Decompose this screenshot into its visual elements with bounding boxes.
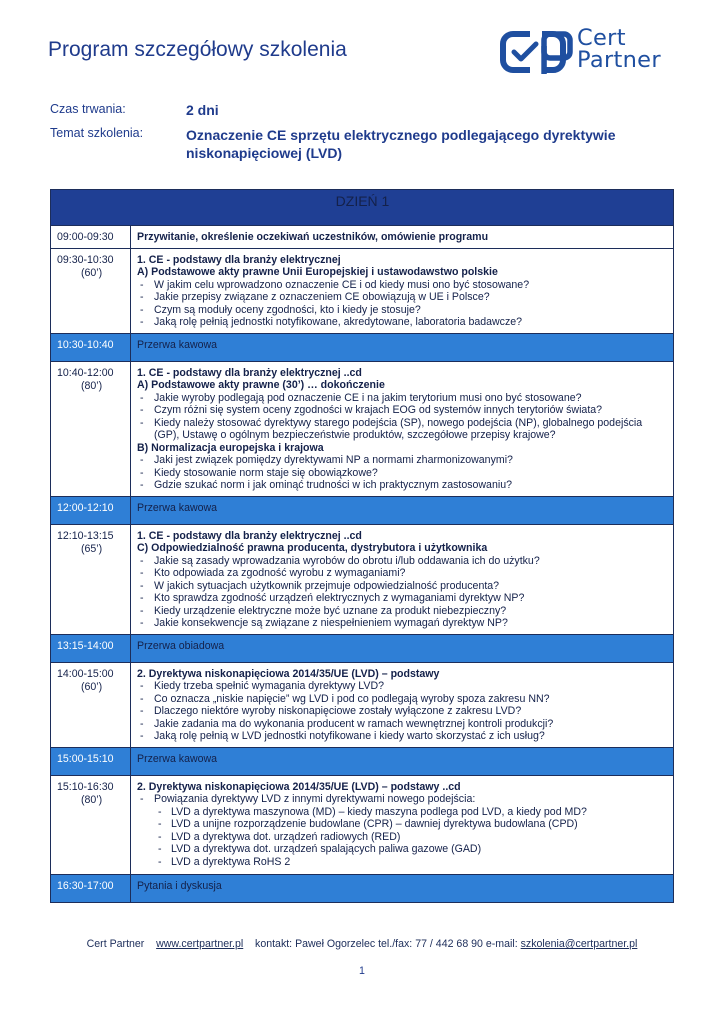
- bullet-list: - Jakie wyroby podlegają pod oznaczenie CE i na jakim terytorium musi ono być stosowane? - Czym różni się system oceny zgodności w krajach EOG od systemów innych terytoriów świata? - Kiedy należy stosować dyrektywy starego podejścia (SP), nowego podejścia (NP), globalnego podejścia (GP), Ustawę o ogólnym bezpieczeństwie produktów, szczegółowe przepisy krajowe?: [137, 392, 668, 442]
- duration-value: 2 dni: [186, 102, 219, 118]
- break-row: 15:00-15:10 Przerwa kawowa: [51, 747, 674, 775]
- topic-cell: Przywitanie, określenie oczekiwań uczestników, omówienie programu: [131, 226, 674, 249]
- topic-cell: 2. Dyrektywa niskonapięciowa 2014/35/UE (LVD) – podstawy ..cd - Powiązania dyrektywy LVD z innymi dyrektywami nowego podejścia: - LVD a dyrektywa maszynowa (MD) – kiedy maszyna podlega pod LVD, a kiedy pod MD? - LVD a unijne rozporządzenie budowlane (CPR) – dawniej dyrektywa budowlana (CPD) - LVD a dyrektywa dot. urządzeń radiowych (RED) - LVD a dyrektywa dot. urządzeń spalających paliwa gazowe (GAD) - LVD a dyrektywa RoHS 2: [131, 775, 674, 875]
- logo-text: Cert Partner: [577, 25, 661, 73]
- website-link[interactable]: www.certpartner.pl: [156, 938, 244, 950]
- break-row: 12:00-12:10 Przerwa kawowa: [51, 496, 674, 524]
- time-cell: 09:00-09:30: [51, 226, 131, 249]
- break-row: 13:15-14:00 Przerwa obiadowa: [51, 634, 674, 662]
- table-row: [51, 361, 674, 496]
- bullet-list: - Jakie są zasady wprowadzania wyrobów do obrotu i/lub oddawania ich do użytku? - Kto odpowiada za zgodność wyrobu z wymaganiami? - W jakich sytuacjach użytkownik przejmuje odpowiedzialność producenta? - Kto sprawdza zgodność urządzeń elektrycznych z wymaganiami dyrektyw NP? - Kiedy urządzenie elektryczne może być uznane za produkt niebezpieczny? - Jakie konsekwencje są związane z niespełnieniem wymagań dyrektyw NP?: [137, 555, 668, 630]
- time-cell: 10:40-12:00 (80’): [51, 361, 131, 496]
- time-cell: 12:10-13:15 (65’): [51, 524, 131, 634]
- bullet-list: - Kiedy trzeba spełnić wymagania dyrektywy LVD? - Co oznacza „niskie napięcie” wg LVD i pod co podlegają wyroby spoza zakresu NN? - Dlaczego niektóre wyroby niskonapięciowe zostały wyłączone z zakresu LVD? - Jakie zadania ma do wykonania producent w ramach wewnętrznej kontroli produkcji? - Jaką rolę pełnią w LVD jednostki notyfikowane i kiedy warto skorzystać z ich usług?: [137, 680, 668, 743]
- schedule-table: [50, 189, 674, 903]
- table-row: [51, 662, 674, 747]
- time-cell: 15:10-16:30 (80’): [51, 775, 131, 875]
- table-row: [51, 248, 674, 333]
- bullet-list: - Powiązania dyrektywy LVD z innymi dyrektywami nowego podejścia: - LVD a dyrektywa maszynowa (MD) – kiedy maszyna podlega pod LVD, a kiedy pod MD? - LVD a unijne rozporządzenie budowlane (CPR) – dawniej dyrektywa budowlana (CPD) - LVD a dyrektywa dot. urządzeń radiowych (RED) - LVD a dyrektywa dot. urządzeń spalających paliwa gazowe (GAD) - LVD a dyrektywa RoHS 2: [137, 793, 668, 868]
- table-row: [51, 524, 674, 634]
- break-row: 10:30-10:40 Przerwa kawowa: [51, 333, 674, 361]
- footer: Cert Partner www.certpartner.pl kontakt: Paweł Ogorzelec tel./fax: 77 / 442 68 90 e-mail: szkolenia@certpartner.pl: [86, 938, 638, 950]
- email-link[interactable]: szkolenia@certpartner.pl: [520, 938, 638, 950]
- topic-cell: 1. CE - podstawy dla branży elektrycznej ..cd A) Podstawowe akty prawne (30’) … dokończenie - Jakie wyroby podlegają pod oznaczenie CE i na jakim terytorium musi ono być stosowane? - Czym różni się system oceny zgodności w krajach EOG od systemów innych terytoriów świata? - Kiedy należy stosować dyrektywy starego podejścia (SP), nowego podejścia (NP), globalnego podejścia (GP), Ustawę o ogólnym bezpieczeństwie produktów, szczegółowe przepisy krajowe? B) Normalizacja europejska i krajowa - Jaki jest związek pomiędzy dyrektywami NP a normami zharmonizowanymi? - Kiedy stosowanie norm staje się obowiązkowe? - Gdzie szukać norm i jak ominąć trudności w ich praktycznym zastosowaniu?: [131, 361, 674, 496]
- table-row: [51, 226, 674, 249]
- bullet-list: - W jakim celu wprowadzono oznaczenie CE i od kiedy musi ono być stosowane? - Jakie przepisy związane z oznaczeniem CE obowiązują w UE i Polsce? - Czym są moduły oceny zgodności, kto i kiedy je stosuje? - Jaką rolę pełnią jednostki notyfikowane, akredytowane, laboratoria badawcze?: [137, 279, 668, 329]
- page-number: 1: [359, 965, 365, 977]
- topic-cell: 1. CE - podstawy dla branży elektrycznej ..cd C) Odpowiedzialność prawna producenta, dystrybutora i użytkownika - Jakie są zasady wprowadzania wyrobów do obrotu i/lub oddawania ich do użytku? - Kto odpowiada za zgodność wyrobu z wymaganiami? - W jakich sytuacjach użytkownik przejmuje odpowiedzialność producenta? - Kto sprawdza zgodność urządzeń elektrycznych z wymaganiami dyrektyw NP? - Kiedy urządzenie elektryczne może być uznane za produkt niebezpieczny? - Jakie konsekwencje są związane z niespełnieniem wymagań dyrektyw NP?: [131, 524, 674, 634]
- page-title: Program szczegółowy szkolenia: [48, 38, 347, 61]
- topic-cell: 2. Dyrektywa niskonapięciowa 2014/35/UE (LVD) – podstawy - Kiedy trzeba spełnić wymagania dyrektywy LVD? - Co oznacza „niskie napięcie” wg LVD i pod co podlegają wyroby spoza zakresu NN? - Dlaczego niektóre wyroby niskonapięciowe zostały wyłączone z zakresu LVD? - Jakie zadania ma do wykonania producent w ramach wewnętrznej kontroli produkcji? - Jaką rolę pełnią w LVD jednostki notyfikowane i kiedy warto skorzystać z ich usług?: [131, 662, 674, 747]
- duration-label: Czas trwania:: [50, 102, 126, 116]
- table-row: [51, 775, 674, 875]
- topic-label: Temat szkolenia:: [50, 126, 144, 140]
- bullet-list: - Jaki jest związek pomiędzy dyrektywami NP a normami zharmonizowanymi? - Kiedy stosowanie norm staje się obowiązkowe? - Gdzie szukać norm i jak ominąć trudności w ich praktycznym zastosowaniu?: [137, 454, 668, 492]
- break-row: 16:30-17:00 Pytania i dyskusja: [51, 875, 674, 903]
- time-cell: 09:30-10:30 (60’): [51, 248, 131, 333]
- time-cell: 14:00-15:00 (60’): [51, 662, 131, 747]
- topic-value: Oznaczenie CE sprzętu elektrycznego podlegającego dyrektywie niskonapięciowej (LVD): [186, 127, 616, 161]
- day-header: DZIEŃ 1: [51, 190, 674, 226]
- topic-cell: 1. CE - podstawy dla branży elektrycznej A) Podstawowe akty prawne Unii Europejskiej i ustawodawstwo polskie - W jakim celu wprowadzono oznaczenie CE i od kiedy musi ono być stosowane? - Jakie przepisy związane z oznaczeniem CE obowiązują w UE i Polsce? - Czym są moduły oceny zgodności, kto i kiedy je stosuje? - Jaką rolę pełnią jednostki notyfikowane, akredytowane, laboratoria badawcze?: [131, 248, 674, 333]
